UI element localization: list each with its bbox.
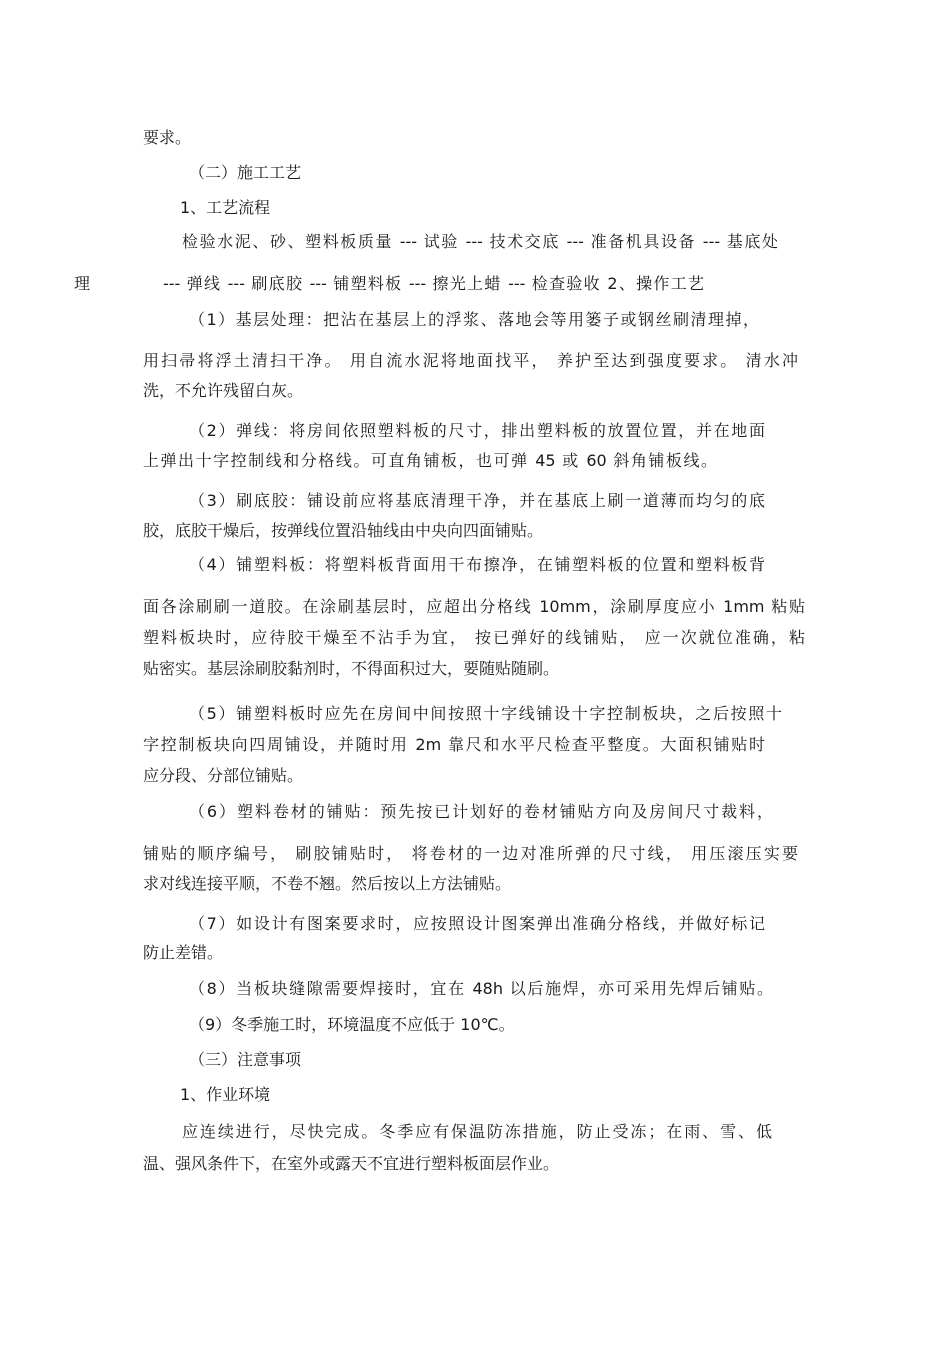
section-heading: （二）施工工艺 bbox=[189, 163, 302, 182]
text-line: 理 bbox=[74, 274, 91, 293]
text-line: 塑料板块时，应待胶干燥至不沾手为宜， 按已弹好的线铺贴， 应一次就位准确，粘 bbox=[143, 628, 805, 647]
text-line: 字控制板块向四周铺设，并随时用 2m 靠尺和水平尺检查平整度。大面积铺贴时 bbox=[143, 735, 765, 754]
section-heading: （三）注意事项 bbox=[189, 1050, 302, 1069]
text-line: 铺贴的顺序编号， 刷胶铺贴时， 将卷材的一边对准所弹的尺寸线， 用压滚压实要 bbox=[143, 844, 798, 863]
text-line: （4）铺塑料板：将塑料板背面用干布擦净，在铺塑料板的位置和塑料板背 bbox=[189, 555, 765, 574]
subsection-heading: 1、工艺流程 bbox=[180, 198, 271, 217]
text-line: 洗，不允许残留白灰。 bbox=[143, 381, 304, 400]
text-line: 温、强风条件下，在室外或露天不宜进行塑料板面层作业。 bbox=[143, 1154, 560, 1173]
text-line: （1）基层处理：把沾在基层上的浮浆、落地会等用篓子或钢丝刷清理掉， bbox=[189, 310, 759, 329]
text-line: --- 弹线 --- 刷底胶 --- 铺塑料板 --- 擦光上蜡 --- 检查验收 2、操作工艺 bbox=[163, 274, 704, 293]
text-line: 防止差错。 bbox=[143, 943, 224, 962]
text-line: 贴密实。基层涂刷胶黏剂时，不得面积过大，要随贴随刷。 bbox=[143, 659, 560, 678]
text-line: （6）塑料卷材的铺贴：预先按已计划好的卷材铺贴方向及房间尺寸裁料， bbox=[189, 802, 773, 821]
subsection-heading: 1、作业环境 bbox=[180, 1085, 271, 1104]
text-line: （3）刷底胶：铺设前应将基底清理干净，并在基底上刷一道薄而均匀的底 bbox=[189, 491, 765, 510]
text-line: （7）如设计有图案要求时，应按照设计图案弹出准确分格线，并做好标记 bbox=[189, 914, 765, 933]
text-line: 上弹出十字控制线和分格线。可直角铺板，也可弹 45 或 60 斜角铺板线。 bbox=[143, 451, 717, 470]
text-line: （8）当板块缝隙需要焊接时，宜在 48h 以后施焊，亦可采用先焊后铺贴。 bbox=[189, 979, 773, 998]
text-line: 面各涂刷刷一道胶。在涂刷基层时，应超出分格线 10mm，涂刷厚度应小 1mm 粘贴 bbox=[143, 597, 805, 616]
text-line: 检验水泥、砂、塑料板质量 --- 试验 --- 技术交底 --- 准备机具设备 --- 基底处 bbox=[182, 232, 778, 251]
text-line: 用扫帚将浮土清扫干净。 用自流水泥将地面找平， 养护至达到强度要求。 清水冲 bbox=[143, 351, 798, 370]
text-line: （2）弹线：将房间依照塑料板的尺寸，排出塑料板的放置位置，并在地面 bbox=[189, 421, 765, 440]
text-line: 应连续进行，尽快完成。冬季应有保温防冻措施，防止受冻；在雨、雪、低 bbox=[182, 1122, 772, 1141]
text-line: 胶，底胶干燥后，按弹线位置沿轴线由中央向四面铺贴。 bbox=[143, 521, 544, 540]
text-line: 求对线连接平顺，不卷不翘。然后按以上方法铺贴。 bbox=[143, 874, 512, 893]
text-line: （5）铺塑料板时应先在房间中间按照十字线铺设十字控制板块，之后按照十 bbox=[189, 704, 782, 723]
text-line: （9）冬季施工时，环境温度不应低于 10℃。 bbox=[189, 1015, 515, 1034]
text-line: 要求。 bbox=[143, 128, 192, 147]
text-line: 应分段、分部位铺贴。 bbox=[143, 766, 304, 785]
